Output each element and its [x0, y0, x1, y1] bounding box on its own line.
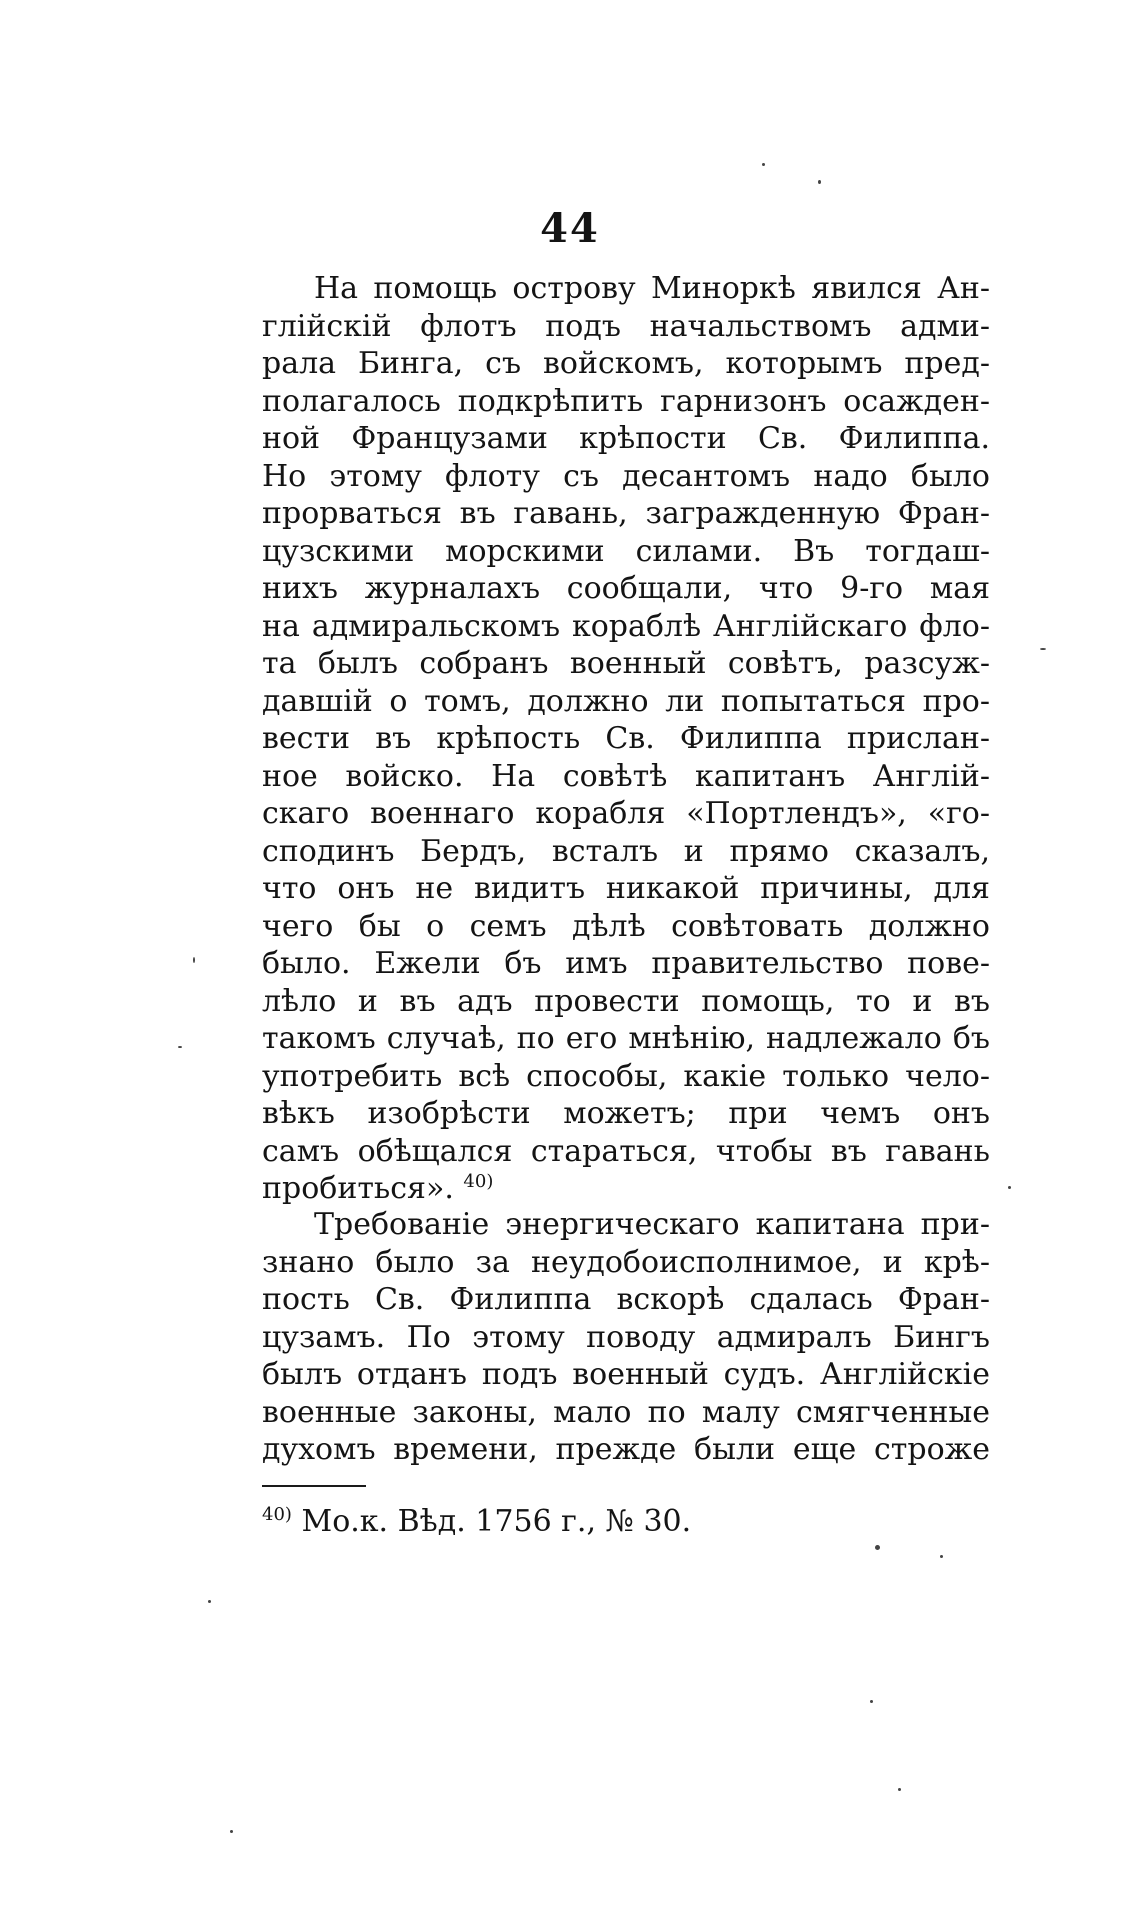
- scan-speck: [208, 1600, 211, 1603]
- scan-speck: [870, 1700, 873, 1703]
- page-number: 44: [540, 205, 600, 252]
- text-line: На помощь острову Миноркѣ явился Ан-: [314, 271, 990, 306]
- scan-speck: [940, 1555, 943, 1558]
- text-line: вести въ крѣпость Св. Филиппа прислан-: [262, 721, 990, 756]
- scan-speck: [898, 1788, 901, 1791]
- text-line: нихъ журналахъ сообщали, что 9-го мая: [262, 571, 990, 606]
- text-line: давшiй о томъ, должно ли попытаться про-: [262, 683, 990, 719]
- text-line: такомъ случаѣ, по его мнѣнiю, надлежало бъ: [262, 1021, 990, 1056]
- text-line: духомъ времени, прежде были еще строже: [262, 1432, 990, 1467]
- text-line: пость Св. Филиппа вскорѣ сдалась Фран-: [262, 1282, 990, 1317]
- text-line: Но этому флоту съ десантомъ надо было: [262, 458, 990, 494]
- text-line: чего бы о семъ дѣлѣ совѣтовать должно: [262, 908, 990, 944]
- text-line-last: [262, 1170, 990, 1208]
- text-line: полагалось подкрѣпить гарнизонъ осажден-: [262, 383, 990, 419]
- scan-speck: [1040, 648, 1046, 650]
- paragraph-2: [262, 1206, 990, 1469]
- scan-speck: [875, 1545, 880, 1550]
- text-line: глiйскiй флотъ подъ начальствомъ адми-: [262, 308, 990, 344]
- text-line: было. Ежели бъ имъ правительство пове-: [262, 946, 990, 981]
- text-line-last-text: пробиться».: [262, 1171, 454, 1206]
- footnote-number: 40): [262, 1504, 292, 1525]
- text-line: ное войско. На совѣтѣ капитанъ Англiй-: [262, 758, 990, 794]
- text-line: цузскими морскими силами. Въ тогдаш-: [262, 533, 990, 569]
- text-line: та былъ собранъ военный совѣтъ, разсуж-: [262, 646, 990, 681]
- text-line: лѣло и въ адъ провести помощь, то и въ: [262, 983, 990, 1019]
- text-line: скаго военнаго корабля «Портлендъ», «го-: [262, 796, 990, 831]
- footnote-reference: 40): [463, 1171, 494, 1192]
- scan-speck: [762, 163, 765, 166]
- scan-speck: [818, 180, 821, 184]
- text-line: цузамъ. По этому поводу адмиралъ Бингъ: [262, 1319, 990, 1355]
- text-line: употребить всѣ способы, какiе только чело-: [262, 1058, 990, 1094]
- footnote: [262, 1502, 691, 1542]
- scan-speck: [193, 957, 195, 963]
- text-line: былъ отданъ подъ военный судъ. Англiйскiе: [262, 1357, 990, 1392]
- text-line: рала Бинга, съ войскомъ, которымъ пред-: [262, 346, 990, 381]
- scan-speck: [1008, 1186, 1011, 1189]
- text-line: что онъ не видитъ никакой причины, для: [262, 871, 990, 906]
- text-line: на адмиральскомъ кораблѣ Англiйскаго фло-: [262, 608, 990, 644]
- text-line: знано было за неудобоисполнимое, и крѣ-: [262, 1244, 990, 1280]
- text-line: самъ обѣщался стараться, чтобы въ гавань: [262, 1133, 990, 1169]
- text-line: военные законы, мало по малу смягченные: [262, 1394, 990, 1430]
- text-line: сподинъ Бердъ, всталъ и прямо сказалъ,: [262, 833, 990, 869]
- text-line: Требованiе энергическаго капитана при-: [314, 1207, 990, 1242]
- footnote-text: Мо.к. Вѣд. 1756 г., № 30.: [301, 1504, 692, 1539]
- scan-speck: [178, 1046, 182, 1048]
- scan-speck: [230, 1830, 233, 1833]
- text-line: ной Французами крѣпости Св. Филиппа.: [262, 421, 990, 456]
- text-line: вѣкъ изобрѣсти можетъ; при чемъ онъ: [262, 1096, 990, 1131]
- footnote-divider: [262, 1485, 366, 1487]
- text-line: прорваться въ гавань, загражденную Фран-: [262, 496, 990, 531]
- paragraph-1: [262, 270, 990, 1208]
